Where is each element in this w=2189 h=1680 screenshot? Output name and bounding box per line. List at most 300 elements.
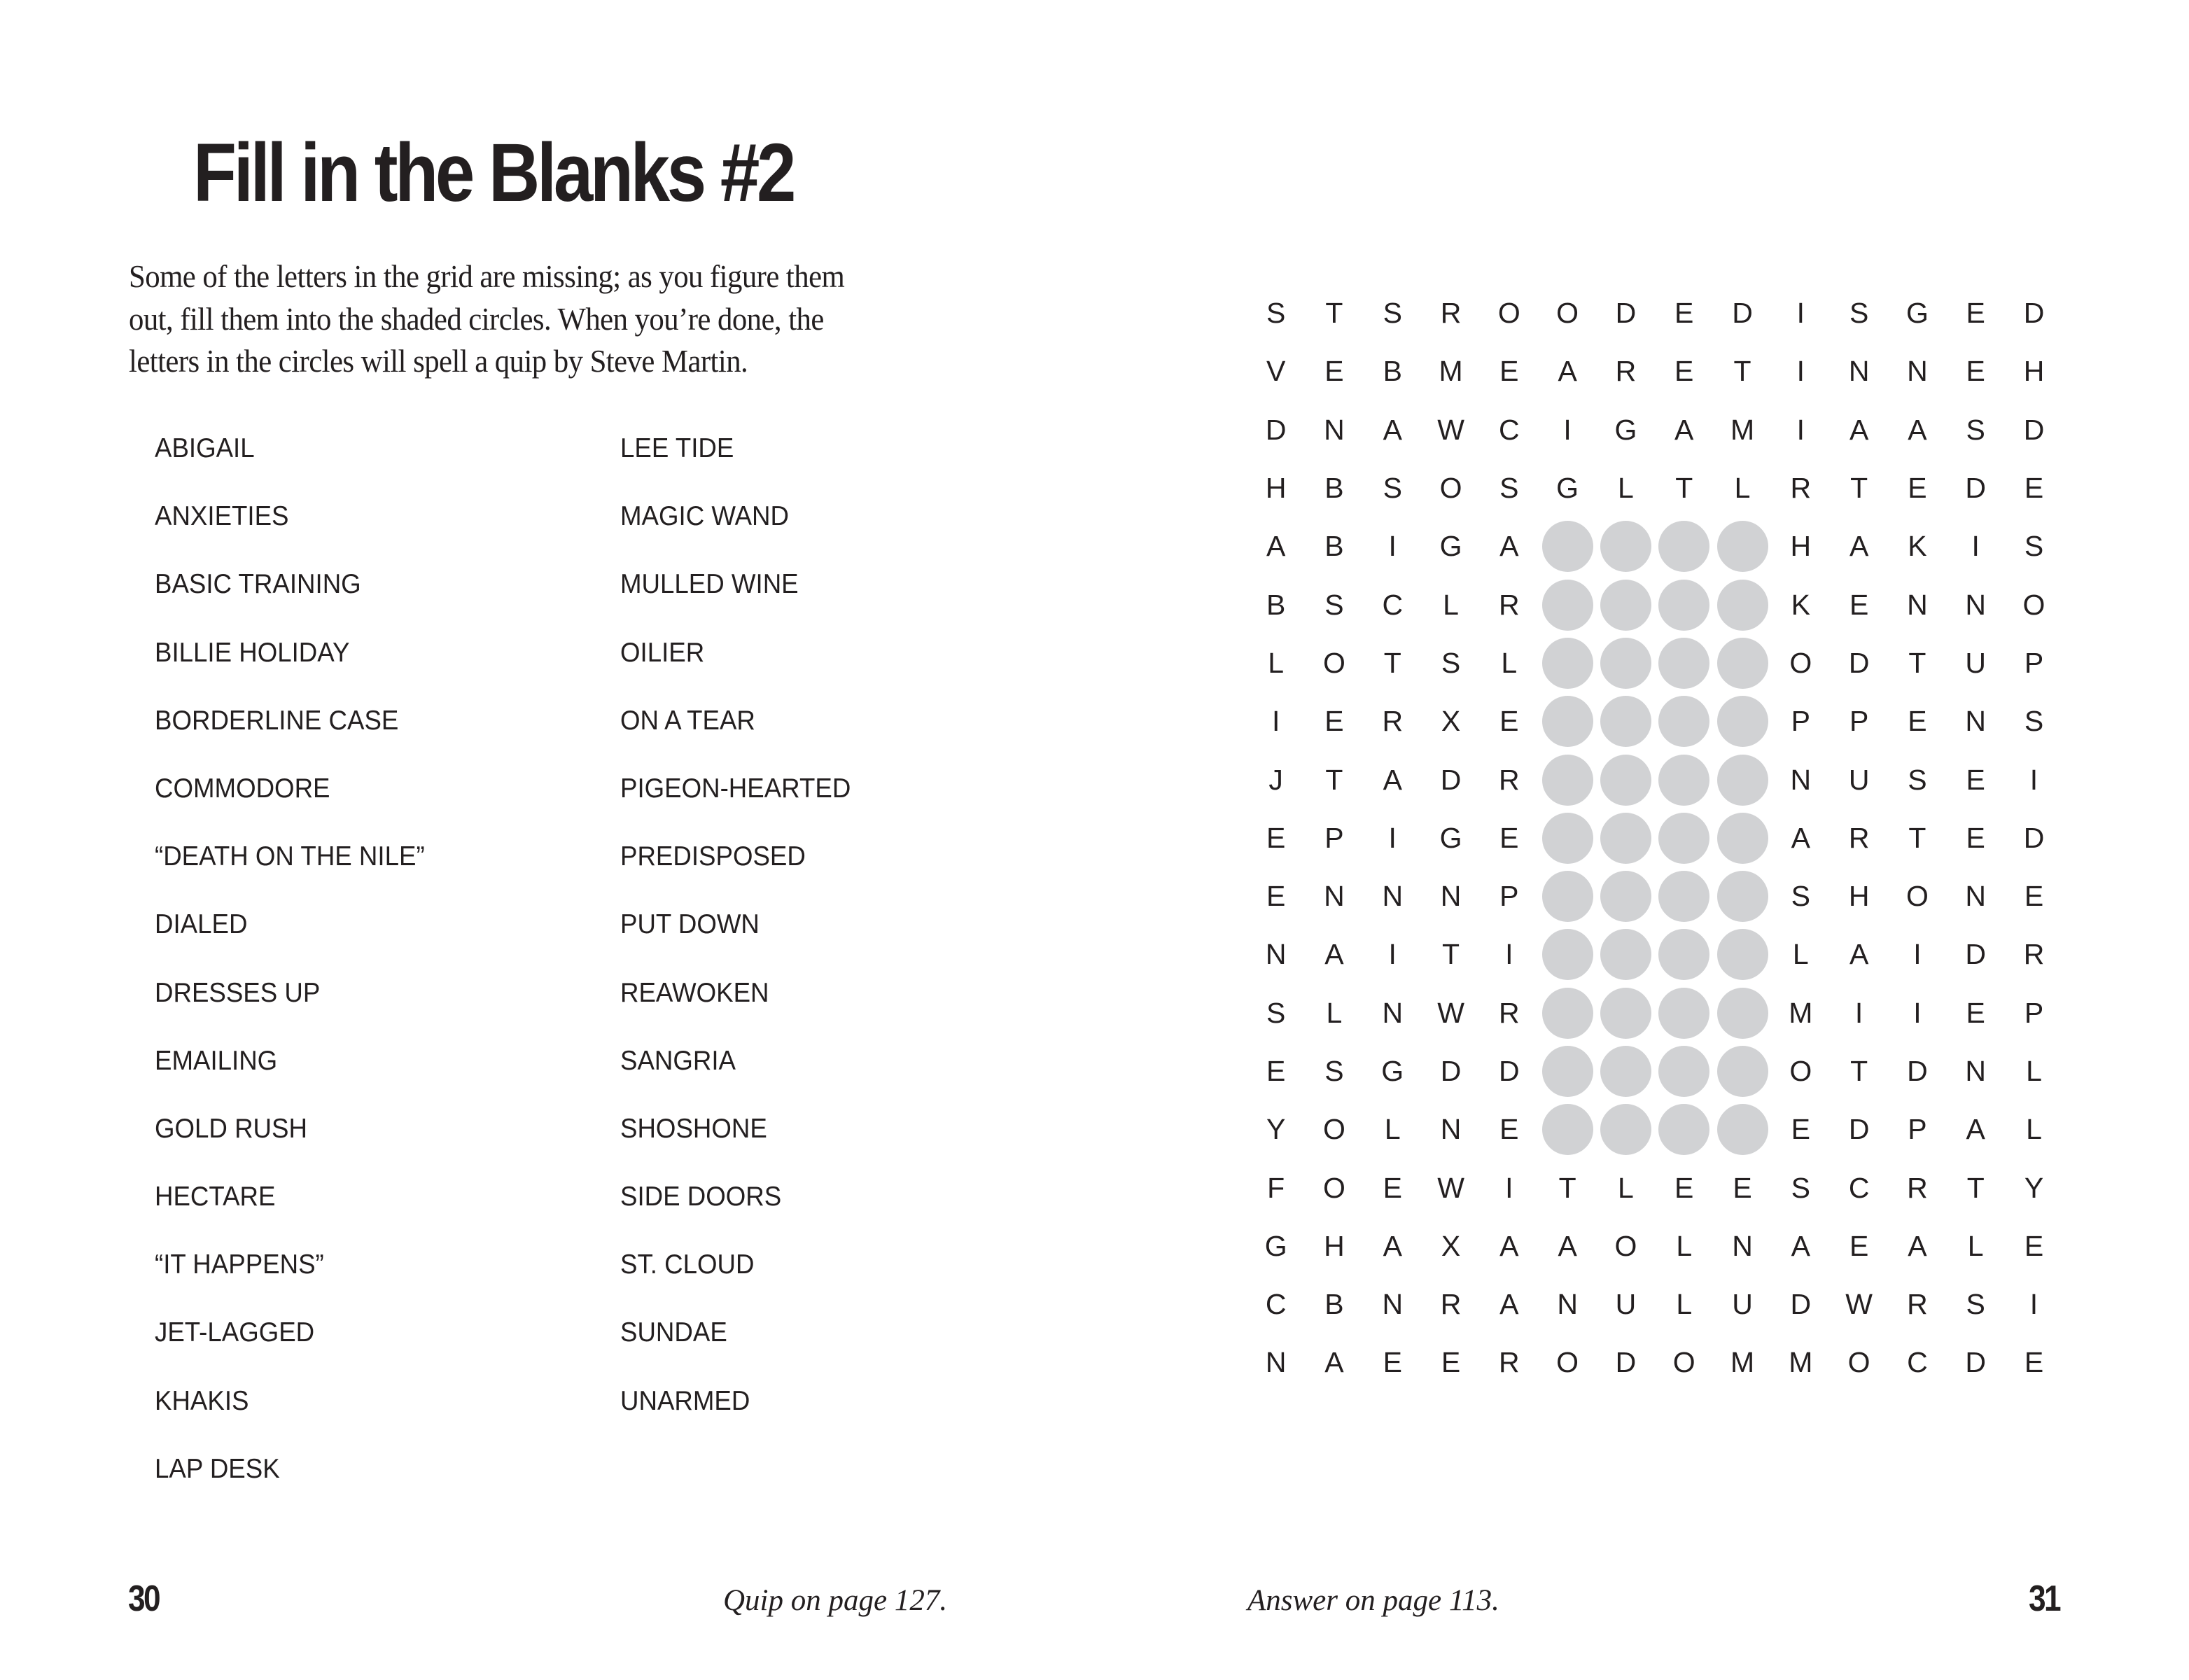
grid-letter: A	[1791, 1229, 1810, 1262]
grid-letter: M	[1730, 413, 1755, 446]
blank-circle-cell[interactable]	[1597, 925, 1655, 983]
word-list-item: UNARMED	[620, 1385, 750, 1416]
word-list-item: JET-LAGGED	[155, 1317, 315, 1348]
grid-letter: A	[1499, 1229, 1519, 1262]
shaded-circle-icon	[1542, 988, 1593, 1039]
grid-letter: D	[2023, 821, 2045, 854]
grid-letter: I	[1505, 1171, 1513, 1204]
grid-letter: N	[1382, 1288, 1404, 1321]
grid-letter: E	[1674, 355, 1694, 388]
blank-circle-cell[interactable]	[1713, 1042, 1771, 1100]
blank-circle-cell[interactable]	[1713, 692, 1771, 750]
blank-circle-cell[interactable]	[1655, 984, 1713, 1042]
grid-letter: A	[1266, 530, 1286, 563]
grid-letter: E	[1266, 880, 1286, 913]
grid-letter: R	[1440, 1288, 1462, 1321]
shaded-circle-icon	[1542, 871, 1593, 922]
grid-letter: B	[1324, 1288, 1344, 1321]
shaded-circle-icon	[1658, 638, 1709, 689]
grid-letter: N	[1965, 1055, 1987, 1087]
shaded-circle-icon	[1658, 1104, 1709, 1155]
grid-letter: L	[1326, 996, 1343, 1029]
grid-letter: O	[1905, 880, 1929, 913]
shaded-circle-icon	[1542, 1104, 1593, 1155]
grid-letter: N	[1440, 1113, 1462, 1146]
grid-letter: A	[1383, 1229, 1402, 1262]
blank-circle-cell[interactable]	[1597, 692, 1655, 750]
grid-letter: I	[2029, 1288, 2038, 1321]
grid-letter: N	[1732, 1229, 1753, 1262]
instructions-line: letters in the circles will spell a quip by Steve Martin.	[129, 343, 748, 379]
grid-row	[1247, 401, 2063, 459]
word-list-item: SIDE DOORS	[620, 1182, 782, 1212]
grid-letter: L	[1384, 1113, 1401, 1146]
blank-circle-cell[interactable]	[1538, 692, 1596, 750]
blank-circle-cell[interactable]	[1597, 517, 1655, 575]
grid-letter: O	[1497, 297, 1520, 330]
grid-letter: D	[1907, 1055, 1928, 1087]
shaded-circle-icon	[1717, 696, 1768, 747]
word-list-item: “IT HAPPENS”	[155, 1250, 324, 1280]
grid-letter: T	[1850, 472, 1868, 505]
grid-letter: P	[1849, 705, 1869, 738]
grid-letter: R	[1790, 472, 1812, 505]
blank-circle-cell[interactable]	[1713, 925, 1771, 983]
grid-letter: I	[1388, 530, 1397, 563]
grid-letter: R	[2023, 938, 2045, 971]
grid-letter: R	[1848, 821, 1870, 854]
shaded-circle-icon	[1717, 755, 1768, 806]
grid-letter: S	[1324, 588, 1344, 621]
grid-letter: W	[1437, 413, 1464, 446]
grid-row	[1247, 925, 2063, 983]
shaded-circle-icon	[1717, 871, 1768, 922]
shaded-circle-icon	[1717, 638, 1768, 689]
grid-row	[1247, 692, 2063, 750]
grid-letter: S	[1908, 763, 1927, 796]
grid-letter: R	[1499, 763, 1520, 796]
blank-circle-cell[interactable]	[1713, 575, 1771, 634]
blank-circle-cell[interactable]	[1538, 1100, 1596, 1158]
grid-letter: M	[1730, 1346, 1755, 1379]
grid-letter: L	[1618, 1171, 1634, 1204]
grid-letter: Y	[1266, 1113, 1286, 1146]
blank-circle-cell[interactable]	[1713, 750, 1771, 808]
grid-letter: T	[1325, 763, 1343, 796]
grid-letter: P	[1908, 1113, 1927, 1146]
word-list-item: SANGRIA	[620, 1045, 736, 1076]
puzzle-instructions	[129, 255, 969, 383]
grid-letter: O	[1322, 646, 1345, 679]
grid-letter: D	[1790, 1288, 1812, 1321]
grid-row	[1247, 284, 2063, 342]
grid-letter: E	[1499, 355, 1519, 388]
grid-letter: S	[1383, 472, 1402, 505]
grid-row	[1247, 1275, 2063, 1334]
word-list-item: COMMODORE	[155, 773, 330, 804]
grid-letter: A	[1383, 413, 1402, 446]
grid-letter: K	[1791, 588, 1810, 621]
grid-letter: C	[1382, 588, 1404, 621]
grid-letter: U	[1965, 646, 1987, 679]
grid-letter: E	[1966, 355, 1985, 388]
grid-letter: A	[1558, 355, 1577, 388]
shaded-circle-icon	[1600, 813, 1651, 864]
blank-circle-cell[interactable]	[1655, 517, 1713, 575]
shaded-circle-icon	[1542, 755, 1593, 806]
grid-letter: G	[1264, 1229, 1287, 1262]
shaded-circle-icon	[1600, 871, 1651, 922]
grid-letter: A	[1908, 1229, 1927, 1262]
blank-circle-cell[interactable]	[1538, 925, 1596, 983]
word-list-item: HECTARE	[155, 1182, 276, 1212]
grid-letter: N	[1265, 1346, 1287, 1379]
word-list-item: LEE TIDE	[620, 433, 734, 463]
grid-letter: U	[1732, 1288, 1753, 1321]
shaded-circle-icon	[1717, 813, 1768, 864]
blank-circle-cell[interactable]	[1655, 750, 1713, 808]
grid-letter: E	[2024, 880, 2044, 913]
grid-row	[1247, 1217, 2063, 1275]
blank-circle-cell[interactable]	[1538, 575, 1596, 634]
grid-letter: L	[1676, 1288, 1693, 1321]
shaded-circle-icon	[1542, 929, 1593, 980]
grid-letter: L	[1676, 1229, 1693, 1262]
grid-letter: D	[1965, 1346, 1987, 1379]
grid-letter: W	[1437, 1171, 1464, 1204]
grid-letter: E	[1733, 1171, 1752, 1204]
grid-letter: Y	[2024, 1171, 2044, 1204]
grid-letter: H	[1265, 472, 1287, 505]
grid-letter: N	[1848, 355, 1870, 388]
grid-letter: H	[1790, 530, 1812, 563]
blank-circle-cell[interactable]	[1713, 867, 1771, 925]
word-list-item: EMAILING	[155, 1045, 278, 1076]
grid-letter: D	[1615, 1346, 1637, 1379]
blank-circle-cell[interactable]	[1655, 1042, 1713, 1100]
grid-letter: X	[1441, 705, 1461, 738]
grid-letter: A	[1674, 413, 1694, 446]
grid-letter: E	[1383, 1171, 1402, 1204]
shaded-circle-icon	[1658, 813, 1709, 864]
grid-letter: S	[1266, 996, 1286, 1029]
grid-row	[1247, 750, 2063, 808]
puzzle-title: Fill in the Blanks #2	[193, 127, 794, 219]
grid-letter: M	[1789, 996, 1813, 1029]
shaded-circle-icon	[1600, 580, 1651, 631]
grid-letter: S	[1324, 1055, 1344, 1087]
grid-letter: T	[1383, 646, 1401, 679]
blank-circle-cell[interactable]	[1713, 984, 1771, 1042]
shaded-circle-icon	[1658, 1046, 1709, 1097]
grid-letter: E	[1383, 1346, 1402, 1379]
grid-letter: S	[1791, 880, 1810, 913]
grid-letter: N	[1965, 880, 1987, 913]
grid-letter: I	[1913, 996, 1922, 1029]
grid-letter: I	[1563, 413, 1572, 446]
shaded-circle-icon	[1542, 1046, 1593, 1097]
blank-circle-cell[interactable]	[1655, 925, 1713, 983]
grid-letter: E	[1966, 297, 1985, 330]
blank-circle-cell[interactable]	[1597, 575, 1655, 634]
shaded-circle-icon	[1600, 1104, 1651, 1155]
blank-circle-cell[interactable]	[1713, 809, 1771, 867]
grid-row	[1247, 1042, 2063, 1100]
grid-row	[1247, 1334, 2063, 1392]
word-list-item: PUT DOWN	[620, 909, 760, 940]
grid-letter: C	[1265, 1288, 1287, 1321]
grid-letter: E	[1908, 472, 1927, 505]
grid-letter: S	[2024, 705, 2044, 738]
grid-letter: C	[1848, 1171, 1870, 1204]
grid-letter: I	[1971, 530, 1980, 563]
grid-letter: L	[1792, 938, 1809, 971]
word-list-item: BASIC TRAINING	[155, 569, 361, 600]
grid-letter: R	[1907, 1171, 1928, 1204]
grid-letter: A	[1966, 1113, 1985, 1146]
grid-letter: G	[1381, 1055, 1404, 1087]
grid-letter: I	[1388, 821, 1397, 854]
grid-row	[1247, 459, 2063, 517]
grid-letter: N	[1965, 588, 1987, 621]
grid-letter: N	[1790, 763, 1812, 796]
shaded-circle-icon	[1542, 580, 1593, 631]
blank-circle-cell[interactable]	[1597, 634, 1655, 692]
word-list-item: OILIER	[620, 637, 705, 668]
shaded-circle-icon	[1658, 521, 1709, 572]
blank-circle-cell[interactable]	[1655, 1100, 1713, 1158]
grid-letter: O	[1322, 1171, 1345, 1204]
shaded-circle-icon	[1658, 696, 1709, 747]
grid-letter: N	[1907, 588, 1928, 621]
grid-letter: D	[1265, 413, 1287, 446]
blank-circle-cell[interactable]	[1597, 1100, 1655, 1158]
blank-circle-cell[interactable]	[1538, 1042, 1596, 1100]
grid-letter: O	[1556, 297, 1579, 330]
word-list-item: GOLD RUSH	[155, 1113, 307, 1144]
grid-letter: A	[1849, 938, 1869, 971]
blank-circle-cell[interactable]	[1538, 750, 1596, 808]
grid-row	[1247, 1158, 2063, 1217]
word-list-item: KHAKIS	[155, 1385, 249, 1416]
grid-row	[1247, 517, 2063, 575]
word-list-column-2	[620, 432, 865, 1452]
grid-letter: N	[1265, 938, 1287, 971]
quip-reference: Quip on page 127.	[723, 1584, 948, 1617]
grid-letter: O	[1556, 1346, 1579, 1379]
grid-letter: G	[1439, 821, 1462, 854]
shaded-circle-icon	[1658, 755, 1709, 806]
shaded-circle-icon	[1542, 638, 1593, 689]
blank-circle-cell[interactable]	[1538, 809, 1596, 867]
grid-letter: E	[1966, 821, 1985, 854]
grid-letter: L	[2026, 1055, 2042, 1087]
grid-letter: M	[1439, 355, 1463, 388]
blank-circle-cell[interactable]	[1597, 1042, 1655, 1100]
grid-letter: M	[1789, 1346, 1813, 1379]
grid-letter: R	[1499, 1346, 1520, 1379]
blank-circle-cell[interactable]	[1655, 809, 1713, 867]
grid-letter: L	[1443, 588, 1459, 621]
grid-letter: S	[1383, 297, 1402, 330]
page-number-right: 31	[2029, 1578, 2060, 1619]
word-list-item: SHOSHONE	[620, 1113, 767, 1144]
left-page	[0, 0, 1094, 1680]
grid-letter: R	[1382, 705, 1404, 738]
word-list-item: ABIGAIL	[155, 433, 255, 463]
grid-letter: T	[1733, 355, 1751, 388]
grid-letter: D	[1965, 472, 1987, 505]
shaded-circle-icon	[1658, 580, 1709, 631]
grid-letter: D	[1848, 646, 1870, 679]
grid-letter: E	[2024, 1346, 2044, 1379]
blank-circle-cell[interactable]	[1538, 517, 1596, 575]
blank-circle-cell[interactable]	[1655, 867, 1713, 925]
grid-letter: E	[1324, 705, 1344, 738]
grid-letter: E	[1966, 996, 1985, 1029]
shaded-circle-icon	[1658, 988, 1709, 1039]
grid-letter: H	[1324, 1229, 1345, 1262]
grid-letter: J	[1268, 763, 1283, 796]
grid-letter: S	[1499, 472, 1519, 505]
blank-circle-cell[interactable]	[1597, 750, 1655, 808]
grid-letter: T	[1908, 646, 1926, 679]
word-list-item: MAGIC WAND	[620, 501, 790, 532]
grid-letter: I	[1796, 297, 1805, 330]
grid-letter: I	[1796, 413, 1805, 446]
grid-letter: E	[1266, 821, 1286, 854]
word-list-item: ON A TEAR	[620, 705, 755, 736]
blank-circle-cell[interactable]	[1538, 634, 1596, 692]
blank-circle-cell[interactable]	[1538, 984, 1596, 1042]
grid-letter: N	[1382, 880, 1404, 913]
grid-letter: P	[1791, 705, 1810, 738]
grid-letter: D	[1732, 297, 1753, 330]
shaded-circle-icon	[1600, 638, 1651, 689]
blank-circle-cell[interactable]	[1597, 984, 1655, 1042]
blank-circle-cell[interactable]	[1713, 517, 1771, 575]
word-list-item: DIALED	[155, 909, 248, 940]
blank-circle-cell[interactable]	[1655, 692, 1713, 750]
blank-circle-cell[interactable]	[1597, 809, 1655, 867]
grid-letter: E	[2024, 1229, 2044, 1262]
shaded-circle-icon	[1542, 521, 1593, 572]
shaded-circle-icon	[1600, 988, 1651, 1039]
grid-letter: I	[1388, 938, 1397, 971]
word-list-item: PREDISPOSED	[620, 841, 806, 872]
word-list-item: PIGEON-HEARTED	[620, 773, 851, 804]
shaded-circle-icon	[1658, 929, 1709, 980]
shaded-circle-icon	[1717, 929, 1768, 980]
grid-letter: H	[2023, 355, 2045, 388]
grid-letter: S	[1966, 1288, 1985, 1321]
grid-letter: L	[1618, 472, 1634, 505]
grid-letter: S	[1441, 646, 1461, 679]
grid-letter: R	[1499, 996, 1520, 1029]
blank-circle-cell[interactable]	[1538, 867, 1596, 925]
grid-letter: E	[1908, 705, 1927, 738]
word-list-item: BILLIE HOLIDAY	[155, 637, 350, 668]
shaded-circle-icon	[1542, 696, 1593, 747]
grid-letter: E	[1324, 355, 1344, 388]
blank-circle-cell[interactable]	[1597, 867, 1655, 925]
grid-letter: U	[1615, 1288, 1637, 1321]
letter-grid	[1247, 284, 2063, 1392]
grid-letter: N	[1382, 996, 1404, 1029]
grid-letter: I	[1271, 705, 1280, 738]
grid-row	[1247, 867, 2063, 925]
grid-letter: I	[1796, 355, 1805, 388]
shaded-circle-icon	[1600, 696, 1651, 747]
blank-circle-cell[interactable]	[1655, 634, 1713, 692]
grid-letter: A	[1499, 1288, 1519, 1321]
grid-letter: D	[2023, 297, 2045, 330]
grid-letter: A	[1383, 763, 1402, 796]
grid-letter: R	[1440, 297, 1462, 330]
grid-row	[1247, 809, 2063, 867]
shaded-circle-icon	[1717, 580, 1768, 631]
grid-letter: L	[1734, 472, 1751, 505]
word-list-item: LAP DESK	[155, 1453, 280, 1484]
grid-letter: E	[1441, 1346, 1461, 1379]
grid-letter: R	[1615, 355, 1637, 388]
grid-letter: N	[1557, 1288, 1578, 1321]
grid-letter: D	[1440, 763, 1462, 796]
grid-letter: A	[1849, 413, 1869, 446]
grid-letter: E	[1499, 705, 1519, 738]
grid-letter: S	[1966, 413, 1985, 446]
grid-letter: L	[2026, 1113, 2042, 1146]
grid-letter: S	[1266, 297, 1286, 330]
grid-letter: G	[1614, 413, 1637, 446]
blank-circle-cell[interactable]	[1713, 1100, 1771, 1158]
grid-letter: P	[2024, 996, 2044, 1029]
grid-letter: R	[1907, 1288, 1928, 1321]
grid-letter: O	[1847, 1346, 1870, 1379]
blank-circle-cell[interactable]	[1655, 575, 1713, 634]
grid-letter: E	[1499, 821, 1519, 854]
grid-letter: B	[1383, 355, 1402, 388]
grid-letter: G	[1439, 530, 1462, 563]
grid-letter: P	[1324, 821, 1344, 854]
grid-letter: T	[1558, 1171, 1576, 1204]
grid-letter: C	[1499, 413, 1520, 446]
blank-circle-cell[interactable]	[1713, 634, 1771, 692]
grid-letter: N	[1324, 880, 1345, 913]
word-list-item: BORDERLINE CASE	[155, 705, 399, 736]
grid-letter: A	[1849, 530, 1869, 563]
grid-letter: E	[1791, 1113, 1810, 1146]
grid-letter: A	[1558, 1229, 1577, 1262]
instructions-line: out, fill them into the shaded circles. When you’re done, the	[129, 300, 824, 337]
grid-row	[1247, 984, 2063, 1042]
grid-letter: N	[1907, 355, 1928, 388]
grid-letter: A	[1324, 938, 1344, 971]
grid-letter: N	[1324, 413, 1345, 446]
grid-letter: A	[1324, 1346, 1344, 1379]
grid-letter: N	[1965, 705, 1987, 738]
grid-letter: V	[1266, 355, 1286, 388]
grid-letter: T	[1675, 472, 1693, 505]
shaded-circle-icon	[1600, 1046, 1651, 1097]
grid-letter: L	[1967, 1229, 1984, 1262]
grid-letter: T	[1966, 1171, 1985, 1204]
shaded-circle-icon	[1600, 755, 1651, 806]
word-list-item: REAWOKEN	[620, 977, 769, 1008]
grid-letter: E	[1499, 1113, 1519, 1146]
grid-letter: T	[1442, 938, 1460, 971]
grid-letter: L	[1501, 646, 1518, 679]
